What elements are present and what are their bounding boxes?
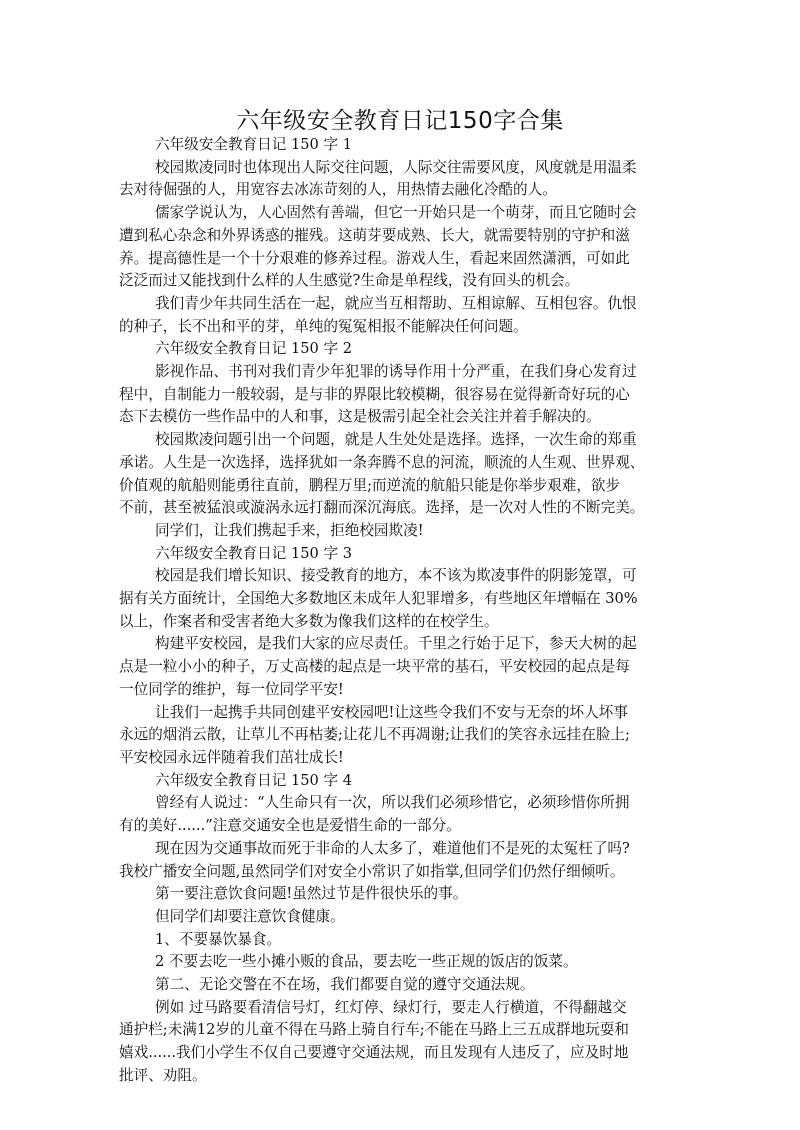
- text-line: 一位同学的维护，每一位同学平安!: [119, 680, 344, 698]
- text-line: 泛泛而过又能找到什么样的人生感觉?生命是单程线，没有回头的机会。: [119, 272, 580, 290]
- text-line: 通护栏;未满12岁的儿童不得在马路上骑自行车;不能在马路上三五成群地玩耍和: [119, 1021, 630, 1039]
- text-line: 例如 过马路要看清信号灯，红灯停、绿灯行，要走人行横道，不得翻越交: [155, 998, 627, 1016]
- text-line: 永远的烟消云散，让草儿不再枯萎;让花儿不再凋谢;让我们的笑容永远挂在脸上;: [119, 726, 630, 744]
- text-line: 批评、劝阻。: [119, 1066, 207, 1084]
- document-body: [119, 134, 681, 1088]
- text-line: 不前，甚至被猛浪或漩涡永远打翻而深沉海底。选择，是一次对人性的不断完美。: [119, 499, 645, 517]
- text-line: 以上，作案者和受害者绝大多数为像我们这样的在校学生。: [119, 612, 499, 630]
- text-line: 遭到私心杂念和外界诱惑的摧残。这萌芽要成熟、长大，就需要特别的守护和滋: [119, 226, 630, 244]
- text-line: 平安校园永远伴随着我们茁壮成长!: [119, 748, 344, 766]
- text-line: 六年级安全教育日记 150 字 1: [155, 136, 352, 153]
- document-title: 六年级安全教育日记150字合集: [236, 108, 564, 134]
- text-line: 我们青少年共同生活在一起，就应当互相帮助、互相谅解、互相包容。仇恨: [155, 294, 637, 312]
- text-line: 有的美好......”注意交通安全也是爱惜生命的一部分。: [119, 817, 461, 835]
- text-line: 同学们，让我们携起手来，拒绝校园欺凌!: [155, 521, 424, 539]
- text-line: 曾经有人说过：“人生命只有一次，所以我们必须珍惜它，必须珍惜你所拥: [155, 794, 630, 812]
- text-line: 现在因为交通事故而死于非命的人太多了，难道他们不是死的太冤枉了吗?: [155, 839, 630, 857]
- text-line: 据有关方面统计，全国绝大多数地区未成年人犯罪增多，有些地区年增幅在 30%: [119, 590, 638, 608]
- text-line: 程中，自制能力一般较弱，是与非的界限比较模糊，很容易在觉得新奇好玩的心: [119, 385, 630, 403]
- text-line: 六年级安全教育日记 150 字 4: [155, 771, 352, 789]
- text-line: 六年级安全教育日记 150 字 3: [155, 544, 352, 562]
- text-line: 2 不要去吃一些小摊小贩的食品，要去吃一些正规的饭店的饭菜。: [155, 953, 578, 971]
- text-line: 校园欺凌问题引出一个问题，就是人生处处是选择。选择，一次生命的郑重: [155, 431, 637, 449]
- text-line: 第二、无论交警在不在场，我们都要自觉的遵守交通法规。: [155, 976, 535, 994]
- text-line: 儒家学说认为，人心固然有善端，但它一开始只是一个萌芽，而且它随时会: [155, 204, 637, 222]
- text-line: 六年级安全教育日记 150 字 2: [155, 340, 352, 358]
- text-line: 校园欺凌同时也体现出人际交往问题，人际交往需要风度，风度就是用温柔: [155, 158, 637, 176]
- text-line: 点是一粒小小的种子，万丈高楼的起点是一块平常的基石，平安校园的起点是每: [119, 658, 630, 676]
- text-line: 养。提高德性是一个十分艰难的修养过程。游戏人生，看起来固然潇洒，可如此: [119, 249, 630, 267]
- text-line: 校园是我们增长知识、接受教育的地方，本不该为欺凌事件的阴影笼罩，可: [155, 567, 637, 585]
- text-line: 第一要注意饮食问题!虽然过节是件很快乐的事。: [155, 885, 468, 903]
- text-line: 的种子，长不出和平的芽，单纯的冤冤相报不能解决任何问题。: [119, 317, 528, 335]
- text-line: 1、不要暴饮暴食。: [155, 930, 282, 948]
- text-line: 我校广播安全问题,虽然同学们对安全小常识了如指掌,但同学们仍然仔细倾听。: [119, 862, 625, 880]
- text-line: 但同学们却要注意饮食健康。: [155, 907, 345, 925]
- text-line: 嬉戏......我们小学生不仅自己要遵守交通法规，而且发现有人违反了，应及时地: [119, 1044, 629, 1062]
- text-line: 影视作品、书刊对我们青少年犯罪的诱导作用十分严重，在我们身心发育过: [155, 363, 637, 381]
- text-line: 构建平安校园，是我们大家的应尽责任。千里之行始于足下，参天大树的起: [155, 635, 637, 653]
- text-line: 让我们一起携手共同创建平安校园吧!让这些令我们不安与无奈的坏人坏事: [155, 703, 628, 721]
- text-line: 态下去模仿一些作品中的人和事，这是极需引起全社会关注并着手解决的。: [119, 408, 601, 426]
- text-line: 去对待倔强的人，用宽容去冰冻苛刻的人，用热情去融化冷酷的人。: [119, 181, 557, 199]
- text-line: 价值观的航船则能勇往直前，鹏程万里;而逆流的航船只能是你举步艰难，欲步: [119, 476, 621, 494]
- text-line: 承诺。人生是一次选择，选择犹如一条奔腾不息的河流，顺流的人生观、世界观、: [119, 453, 645, 471]
